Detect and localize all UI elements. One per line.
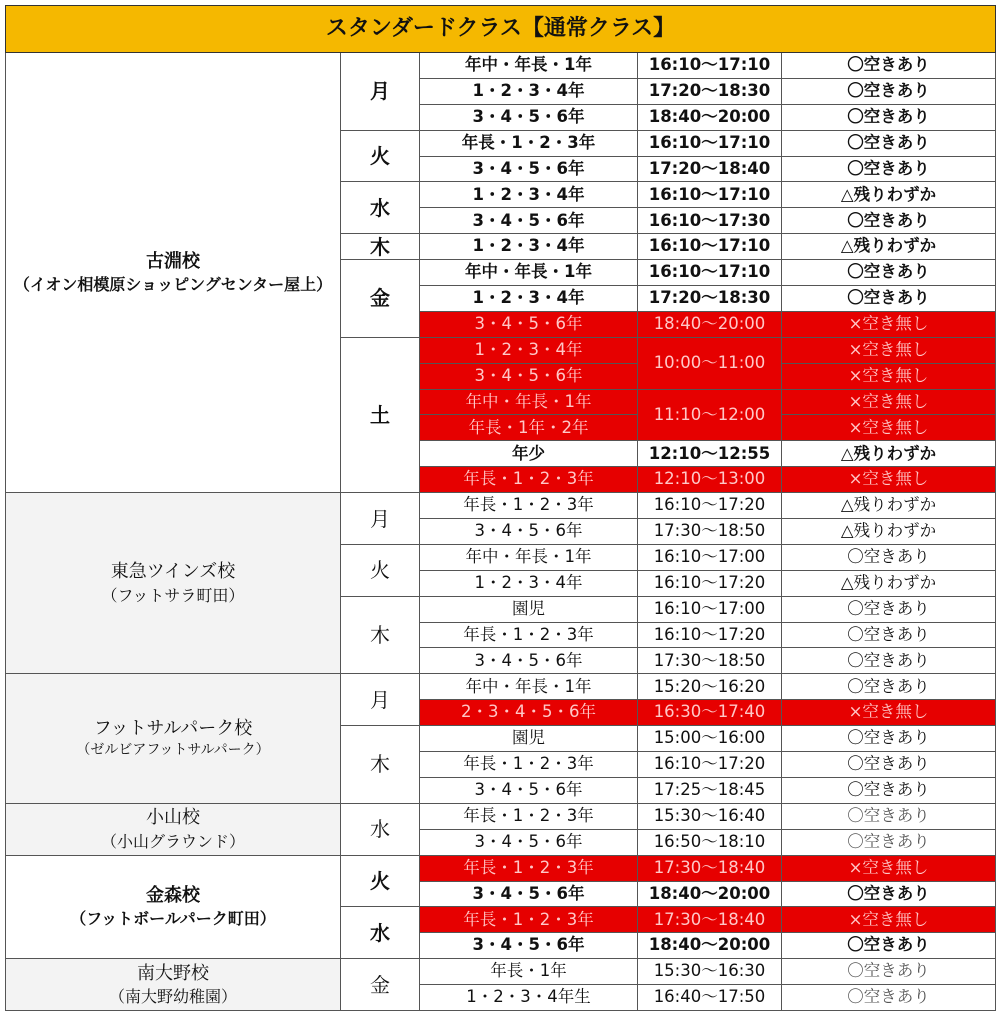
status-cell: 〇空きあり: [782, 622, 996, 648]
weekday-cell: 金: [341, 959, 420, 1011]
status-cell: 〇空きあり: [782, 648, 996, 674]
table-row: [6, 493, 996, 519]
school-name-cell: [6, 803, 341, 855]
time-cell: 16:10～17:10: [638, 182, 782, 208]
table-row: [6, 855, 996, 881]
grade-cell: 園児: [420, 726, 638, 752]
grade-cell: 3・4・5・6年: [420, 933, 638, 959]
schedule-table: [5, 5, 996, 1011]
school-name: 金森校: [146, 884, 200, 906]
time-cell: 16:10～17:20: [638, 622, 782, 648]
status-cell: ×空き無し: [782, 907, 996, 933]
school-name-cell: [6, 53, 341, 493]
time-cell: 15:30～16:40: [638, 803, 782, 829]
school-name: 東急ツインズ校: [110, 561, 236, 583]
schedule-container: [5, 5, 996, 1011]
time-cell: 16:10～17:30: [638, 208, 782, 234]
status-cell: 〇空きあり: [782, 130, 996, 156]
grade-cell: 年長・1・2・3年: [420, 855, 638, 881]
weekday-cell: 水: [341, 907, 420, 959]
status-cell: ×空き無し: [782, 855, 996, 881]
time-cell: 16:10～17:00: [638, 544, 782, 570]
status-cell: 〇空きあり: [782, 829, 996, 855]
school-name: 古淵校: [146, 250, 200, 272]
school-location: （南大野幼稚園）: [108, 986, 237, 1006]
weekday-cell: 火: [341, 855, 420, 907]
time-cell: 17:20～18:30: [638, 78, 782, 104]
time-cell: 16:30～17:40: [638, 700, 782, 726]
grade-cell: 年長・1・2・3年: [420, 803, 638, 829]
school-name-cell: [6, 855, 341, 959]
school-location: （小山グラウンド）: [100, 831, 245, 851]
grade-cell: 年長・1・2・3年: [420, 493, 638, 519]
status-cell: 〇空きあり: [782, 286, 996, 312]
grade-cell: 年長・1・2・3年: [420, 752, 638, 778]
status-cell: 〇空きあり: [782, 104, 996, 130]
status-cell: △残りわずか: [782, 234, 996, 260]
status-cell: △残りわずか: [782, 182, 996, 208]
school-name: フットサルパーク校: [93, 718, 253, 739]
status-cell: 〇空きあり: [782, 985, 996, 1011]
time-cell: 15:30～16:30: [638, 959, 782, 985]
time-cell: 16:10～17:10: [638, 234, 782, 260]
table-row: [6, 53, 996, 79]
status-cell: △残りわずか: [782, 570, 996, 596]
school-location: （ゼルビアフットサルパーク）: [76, 742, 270, 759]
grade-cell: 年中・年長・1年: [420, 53, 638, 79]
time-cell: 17:30～18:40: [638, 907, 782, 933]
time-cell: 16:10～17:10: [638, 130, 782, 156]
grade-cell: 1・2・3・4年: [420, 337, 638, 363]
grade-cell: 2・3・4・5・6年: [420, 700, 638, 726]
grade-cell: 3・4・5・6年: [420, 104, 638, 130]
time-cell: 17:30～18:40: [638, 855, 782, 881]
status-cell: 〇空きあり: [782, 933, 996, 959]
weekday-cell: 月: [341, 674, 420, 726]
time-cell: 18:40～20:00: [638, 104, 782, 130]
school-name-cell: [6, 674, 341, 803]
table-row: [6, 674, 996, 700]
status-cell: 〇空きあり: [782, 596, 996, 622]
grade-cell: 3・4・5・6年: [420, 829, 638, 855]
weekday-cell: 月: [341, 493, 420, 545]
grade-cell: 3・4・5・6年: [420, 363, 638, 389]
school-name-cell: [6, 959, 341, 1011]
time-cell: 15:20～16:20: [638, 674, 782, 700]
grade-cell: 年少: [420, 441, 638, 467]
status-cell: ×空き無し: [782, 415, 996, 441]
weekday-cell: 土: [341, 337, 420, 492]
time-cell: 17:20～18:30: [638, 286, 782, 312]
status-cell: 〇空きあり: [782, 260, 996, 286]
grade-cell: 1・2・3・4年生: [420, 985, 638, 1011]
grade-cell: 3・4・5・6年: [420, 648, 638, 674]
time-cell: 18:40～20:00: [638, 881, 782, 907]
weekday-cell: 水: [341, 182, 420, 234]
table-row: [6, 959, 996, 985]
school-location: （フットボールパーク町田）: [70, 909, 276, 929]
time-cell: 16:10～17:10: [638, 53, 782, 79]
school-location: （フットサラ町田）: [101, 585, 245, 605]
status-cell: 〇空きあり: [782, 78, 996, 104]
time-cell: 16:10～17:20: [638, 752, 782, 778]
weekday-cell: 火: [341, 544, 420, 596]
status-cell: ×空き無し: [782, 389, 996, 415]
grade-cell: 3・4・5・6年: [420, 777, 638, 803]
status-cell: △残りわずか: [782, 493, 996, 519]
grade-cell: 1・2・3・4年: [420, 286, 638, 312]
status-cell: 〇空きあり: [782, 752, 996, 778]
table-row: [6, 803, 996, 829]
time-cell: 17:25～18:45: [638, 777, 782, 803]
time-cell: 16:50～18:10: [638, 829, 782, 855]
grade-cell: 年長・1・2・3年: [420, 130, 638, 156]
status-cell: 〇空きあり: [782, 726, 996, 752]
grade-cell: 1・2・3・4年: [420, 570, 638, 596]
time-cell: 17:20～18:40: [638, 156, 782, 182]
status-cell: 〇空きあり: [782, 544, 996, 570]
time-cell: 17:30～18:50: [638, 648, 782, 674]
weekday-cell: 木: [341, 234, 420, 260]
table-title: スタンダードクラス【通常クラス】: [6, 6, 996, 53]
grade-cell: 1・2・3・4年: [420, 234, 638, 260]
grade-cell: 1・2・3・4年: [420, 182, 638, 208]
grade-cell: 3・4・5・6年: [420, 519, 638, 545]
grade-cell: 年長・1年: [420, 959, 638, 985]
weekday-cell: 水: [341, 803, 420, 855]
weekday-cell: 月: [341, 53, 420, 131]
grade-cell: 年中・年長・1年: [420, 260, 638, 286]
status-cell: 〇空きあり: [782, 53, 996, 79]
time-cell: 10:00～11:00: [638, 337, 782, 389]
time-cell: 16:10～17:10: [638, 260, 782, 286]
school-name: 南大野校: [137, 962, 209, 984]
time-cell: 16:10～17:00: [638, 596, 782, 622]
status-cell: 〇空きあり: [782, 777, 996, 803]
status-cell: ×空き無し: [782, 700, 996, 726]
time-cell: 17:30～18:50: [638, 519, 782, 545]
school-name: 小山校: [146, 807, 200, 829]
status-cell: △残りわずか: [782, 441, 996, 467]
grade-cell: 年中・年長・1年: [420, 674, 638, 700]
time-cell: 15:00～16:00: [638, 726, 782, 752]
status-cell: ×空き無し: [782, 311, 996, 337]
grade-cell: 年長・1・2・3年: [420, 907, 638, 933]
status-cell: 〇空きあり: [782, 803, 996, 829]
weekday-cell: 木: [341, 726, 420, 804]
status-cell: 〇空きあり: [782, 208, 996, 234]
grade-cell: 3・4・5・6年: [420, 881, 638, 907]
time-cell: 18:40～20:00: [638, 311, 782, 337]
status-cell: 〇空きあり: [782, 881, 996, 907]
weekday-cell: 木: [341, 596, 420, 674]
status-cell: 〇空きあり: [782, 959, 996, 985]
grade-cell: 3・4・5・6年: [420, 156, 638, 182]
time-cell: 16:10～17:20: [638, 570, 782, 596]
grade-cell: 年長・1年・2年: [420, 415, 638, 441]
status-cell: ×空き無し: [782, 467, 996, 493]
grade-cell: 園児: [420, 596, 638, 622]
time-cell: 16:10～17:20: [638, 493, 782, 519]
time-cell: 18:40～20:00: [638, 933, 782, 959]
weekday-cell: 火: [341, 130, 420, 182]
grade-cell: 1・2・3・4年: [420, 78, 638, 104]
grade-cell: 3・4・5・6年: [420, 311, 638, 337]
grade-cell: 年中・年長・1年: [420, 544, 638, 570]
time-cell: 12:10～12:55: [638, 441, 782, 467]
grade-cell: 年中・年長・1年: [420, 389, 638, 415]
weekday-cell: 金: [341, 260, 420, 338]
grade-cell: 年長・1・2・3年: [420, 467, 638, 493]
status-cell: 〇空きあり: [782, 156, 996, 182]
school-name-cell: [6, 493, 341, 674]
school-location: （イオン相模原ショッピングセンター屋上）: [13, 274, 333, 294]
grade-cell: 3・4・5・6年: [420, 208, 638, 234]
grade-cell: 年長・1・2・3年: [420, 622, 638, 648]
status-cell: ×空き無し: [782, 337, 996, 363]
time-cell: 16:40～17:50: [638, 985, 782, 1011]
status-cell: 〇空きあり: [782, 674, 996, 700]
time-cell: 12:10～13:00: [638, 467, 782, 493]
status-cell: ×空き無し: [782, 363, 996, 389]
status-cell: △残りわずか: [782, 519, 996, 545]
time-cell: 11:10～12:00: [638, 389, 782, 441]
